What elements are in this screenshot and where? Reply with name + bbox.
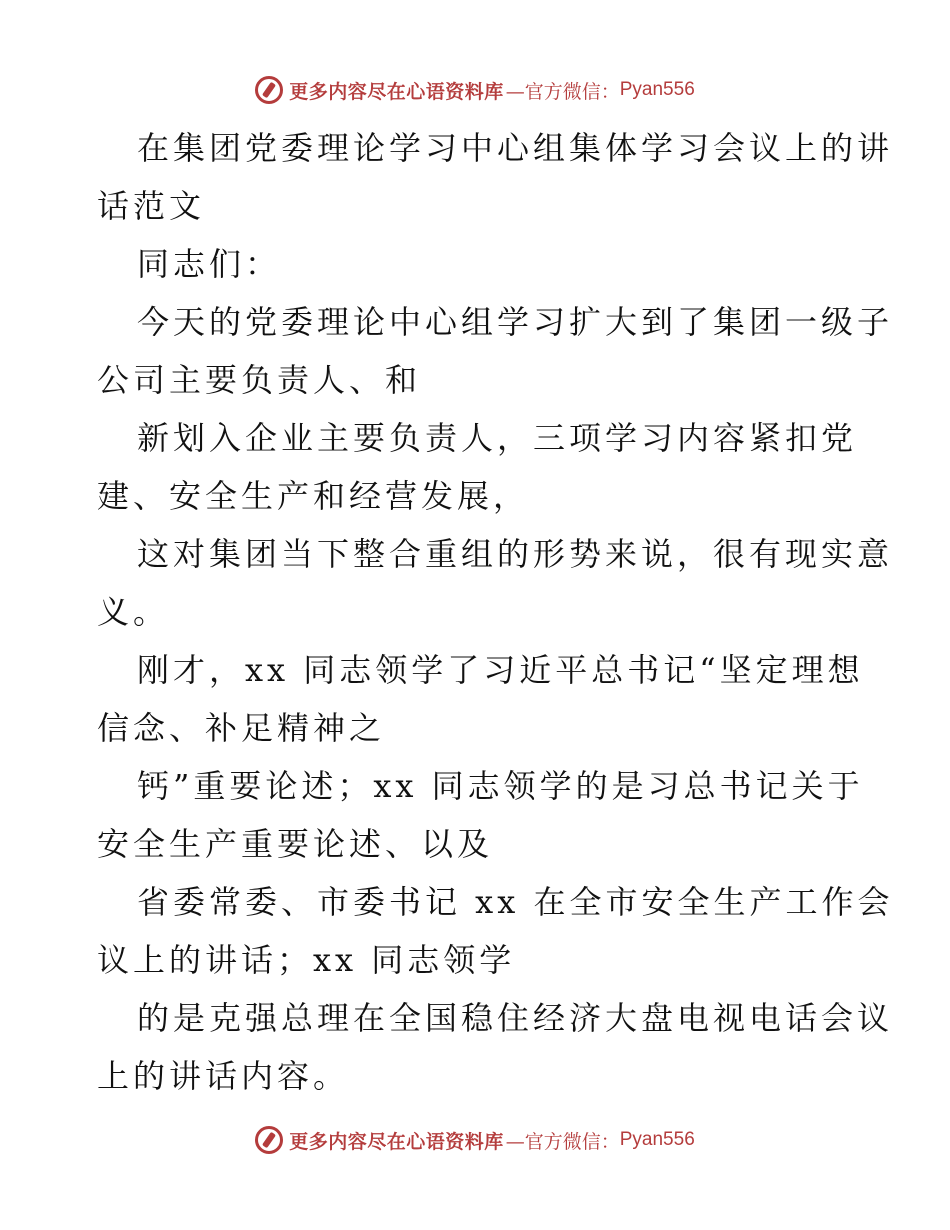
paragraph-line: 信念、补足精神之: [97, 709, 386, 747]
watermark-wechat-id: Pyan556: [619, 79, 695, 100]
pen-logo-icon: [255, 1126, 283, 1154]
paragraph-line: 义。: [97, 593, 170, 631]
watermark-wechat-id: Pyan556: [619, 1129, 695, 1150]
watermark-separator-text: —官方微信：: [505, 1130, 620, 1153]
paragraph-line: 上的讲话内容。: [97, 1057, 350, 1095]
watermark-main-text: 更多内容尽在心语资料库: [289, 80, 504, 103]
header-watermark: [0, 70, 950, 110]
paragraph-line: 安全生产重要论述、以及: [97, 825, 494, 863]
salutation: 同志们：: [137, 245, 282, 283]
title-line-1: 在集团党委理论学习中心组集体学习会议上的讲: [137, 129, 894, 167]
watermark-main-text: 更多内容尽在心语资料库: [289, 1130, 504, 1153]
document-body: [97, 119, 894, 1105]
paragraph-line: 的是克强总理在全国稳住经济大盘电视电话会议: [137, 999, 894, 1037]
footer-watermark: [0, 1120, 950, 1160]
paragraph-line: 省委常委、市委书记 xx 在全市安全生产工作会: [137, 883, 894, 921]
title-line-2: 话范文: [97, 187, 206, 225]
paragraph-line: 议上的讲话；xx 同志领学: [97, 941, 516, 979]
watermark-separator-text: —官方微信：: [505, 80, 620, 103]
paragraph-line: 钙”重要论述；xx 同志领学的是习总书记关于: [137, 767, 864, 805]
paragraph-line: 今天的党委理论中心组学习扩大到了集团一级子: [137, 303, 894, 341]
pen-logo-icon: [255, 76, 283, 104]
paragraph-line: 这对集团当下整合重组的形势来说，很有现实意: [137, 535, 894, 573]
paragraph-line: 刚才，xx 同志领学了习近平总书记“坚定理想: [137, 651, 864, 689]
paragraph-line: 新划入企业主要负责人，三项学习内容紧扣党: [137, 419, 858, 457]
paragraph-line: 建、安全生产和经营发展，: [97, 477, 530, 515]
paragraph-line: 公司主要负责人、和: [97, 361, 422, 399]
